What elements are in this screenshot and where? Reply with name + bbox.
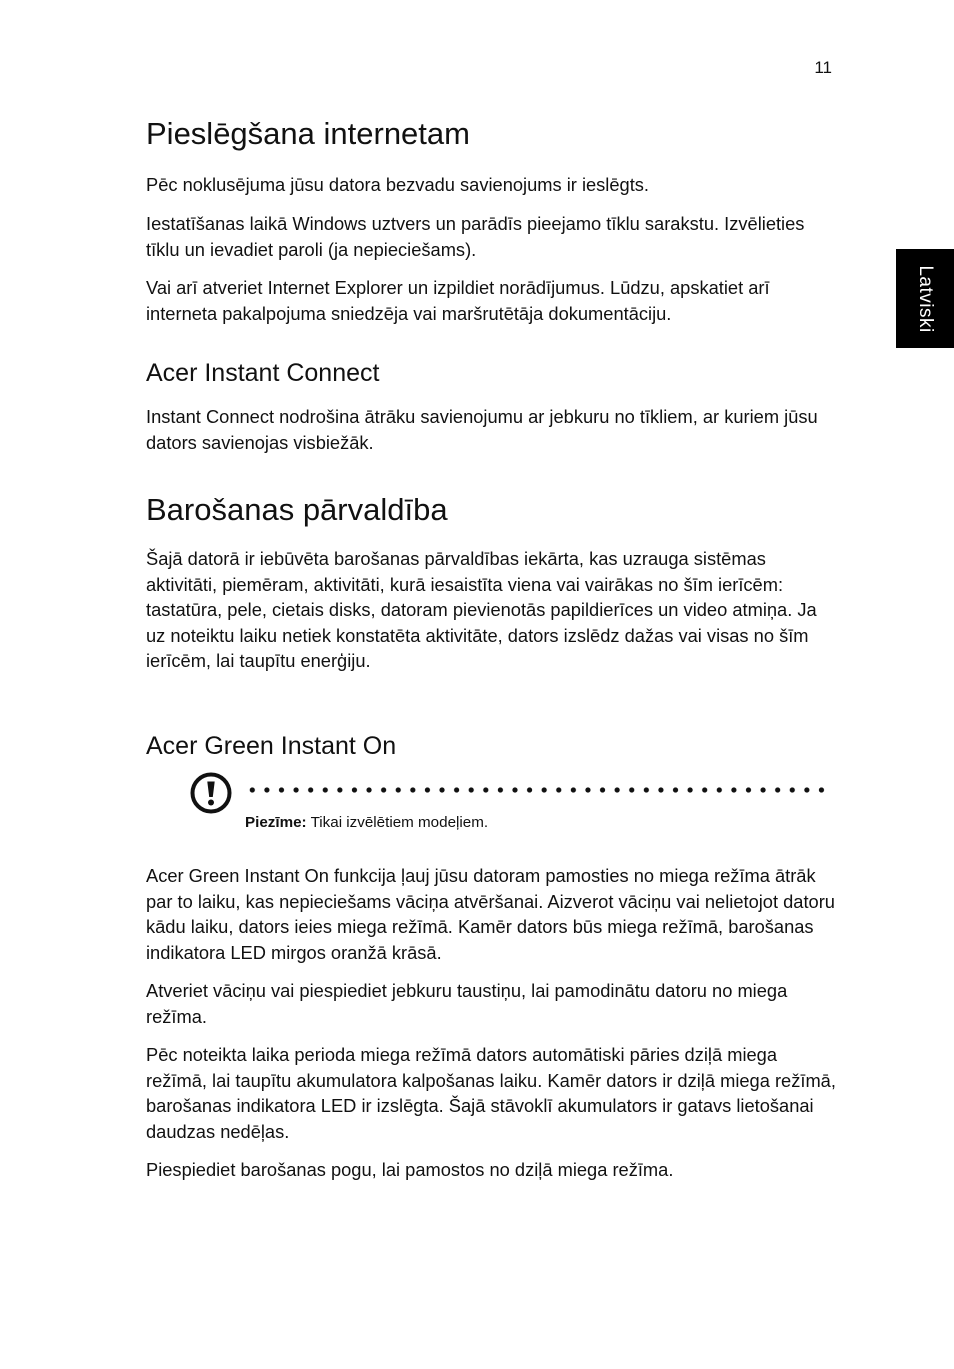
paragraph: Pēc noklusējuma jūsu datora bezvadu savienojums ir ieslēgts. [146, 174, 650, 195]
paragraph: Vai arī atveriet Internet Explorer un izpildiet norādījumus. Lūdzu, apskatiet arī interneta pakalpojuma sniedzēja vai maršrutētāja dokumentāciju. [146, 277, 770, 324]
note-label: Piezīme: [245, 814, 307, 831]
paragraph: Instant Connect nodrošina ātrāku savienojumu ar jebkuru no tīkliem, ar kuriem jūsu dators savienojas visbiežāk. [146, 406, 818, 453]
paragraph: Atveriet vāciņu vai piespiediet jebkuru taustiņu, lai pamodinātu datoru no miega režīma. [146, 980, 788, 1027]
exclamation-circle-icon [189, 771, 233, 815]
section-title-internet: Pieslēgšana internetam [146, 116, 470, 151]
note-text: Tikai izvēlētiem modeļiem. [306, 814, 489, 831]
page-number: 11 [814, 58, 832, 77]
language-tab-label: Latviski [915, 265, 936, 333]
note [245, 813, 488, 833]
paragraph: Šajā datorā ir iebūvēta barošanas pārvaldības iekārta, kas uzrauga sistēmas aktivitāti, piemēram, aktivitāti, kurā iesaistīta viena vai vairākas no šīm ierīcēm: tastatūra, pele, cietais disks, datoram pievienotās papildierīces un video atmiņa. Ja uz noteiktu laiku netiek konstatēta aktivitāte, dators izslēdz dažas vai visas no šīm ierīcēm, lai taupītu enerģiju. [146, 548, 817, 671]
paragraph: Iestatīšanas laikā Windows uztvers un parādīs pieejamo tīklu sarakstu. Izvēlieties tīklu un ievadiet paroli (ja nepieciešams). [146, 213, 805, 260]
section-title-instant-connect: Acer Instant Connect [146, 359, 380, 387]
section-title-power: Barošanas pārvaldība [146, 492, 448, 527]
section-title-green-instant-on: Acer Green Instant On [146, 732, 397, 760]
paragraph: Pēc noteikta laika perioda miega režīmā dators automātiski pāries dziļā miega režīmā, lai taupītu akumulatora kalpošanas laiku. Kamēr dators ir dziļā miega režīmā, barošanas indikatora LED ir izslēgta. Šajā stāvoklī akumulators ir gatavs lietošanai daudzas nedēļas. [146, 1044, 836, 1142]
paragraph: Acer Green Instant On funkcija ļauj jūsu datoram pamosties no miega režīma ātrāk par to laiku, kas nepieciešams vāciņa atvēršanai. Aizverot vāciņu vai nelietojot datoru kādu laiku, dators ieies miega režīmā. Kamēr dators būs miega režīmā, barošanas indikatora LED mirgos oranžā krāsā. [146, 865, 835, 963]
paragraph: Piespiediet barošanas pogu, lai pamostos no dziļā miega režīma. [146, 1159, 674, 1180]
language-tab [896, 249, 954, 348]
note-divider [245, 787, 830, 793]
